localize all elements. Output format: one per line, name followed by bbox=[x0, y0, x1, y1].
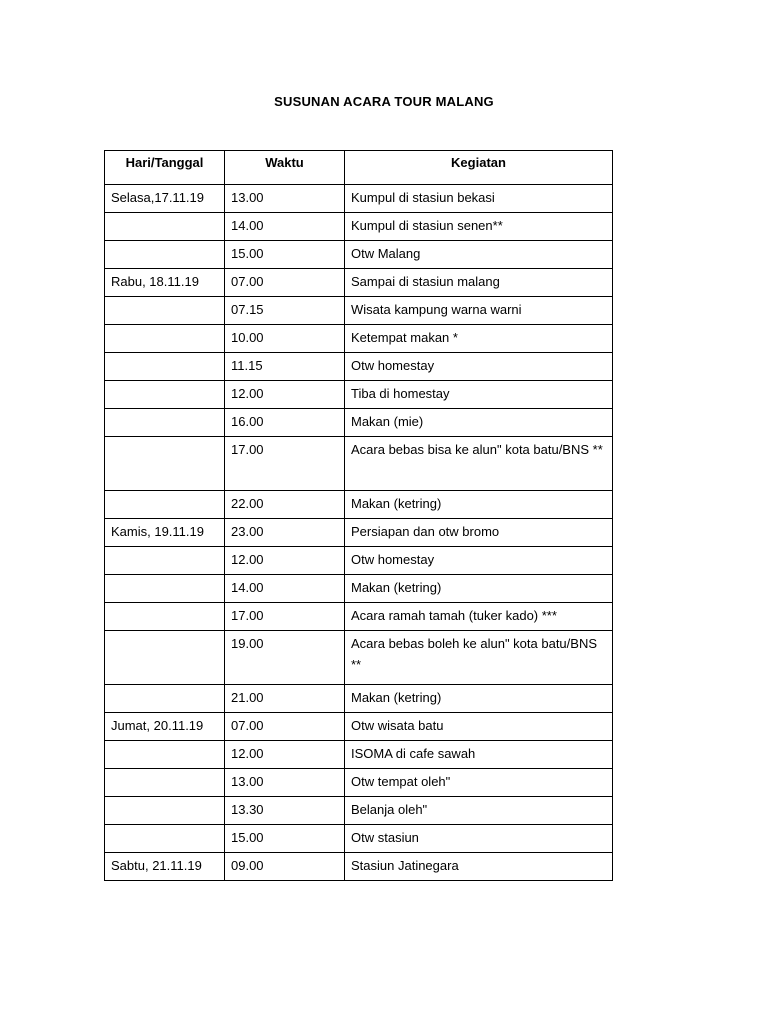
day-cell: Selasa,17.11.19 bbox=[105, 185, 225, 213]
time-cell: 12.00 bbox=[225, 547, 345, 575]
column-header-time: Waktu bbox=[225, 151, 345, 185]
day-cell bbox=[105, 437, 225, 491]
table-row bbox=[105, 325, 613, 353]
day-cell bbox=[105, 741, 225, 769]
activity-cell: Acara bebas bisa ke alun" kota batu/BNS ** bbox=[345, 437, 613, 491]
table-row bbox=[105, 519, 613, 547]
day-cell: Rabu, 18.11.19 bbox=[105, 269, 225, 297]
table-row bbox=[105, 213, 613, 241]
day-cell: Kamis, 19.11.19 bbox=[105, 519, 225, 547]
day-cell: Sabtu, 21.11.19 bbox=[105, 853, 225, 881]
table-row bbox=[105, 769, 613, 797]
table-row bbox=[105, 491, 613, 519]
activity-cell: Makan (mie) bbox=[345, 409, 613, 437]
time-cell: 13.00 bbox=[225, 185, 345, 213]
activity-cell: Otw homestay bbox=[345, 547, 613, 575]
day-cell bbox=[105, 381, 225, 409]
day-cell bbox=[105, 631, 225, 685]
activity-cell: Otw tempat oleh" bbox=[345, 769, 613, 797]
table-row bbox=[105, 547, 613, 575]
time-cell: 19.00 bbox=[225, 631, 345, 685]
day-cell bbox=[105, 547, 225, 575]
time-cell: 07.00 bbox=[225, 269, 345, 297]
table-row bbox=[105, 297, 613, 325]
time-cell: 17.00 bbox=[225, 603, 345, 631]
day-cell: Jumat, 20.11.19 bbox=[105, 713, 225, 741]
time-cell: 12.00 bbox=[225, 741, 345, 769]
day-cell bbox=[105, 297, 225, 325]
table-row bbox=[105, 713, 613, 741]
table-row bbox=[105, 241, 613, 269]
table-row bbox=[105, 381, 613, 409]
table-row bbox=[105, 269, 613, 297]
table-row bbox=[105, 353, 613, 381]
day-cell bbox=[105, 409, 225, 437]
day-cell bbox=[105, 769, 225, 797]
time-cell: 14.00 bbox=[225, 575, 345, 603]
table-row bbox=[105, 409, 613, 437]
schedule-table bbox=[104, 150, 613, 881]
activity-cell: Acara ramah tamah (tuker kado) *** bbox=[345, 603, 613, 631]
time-cell: 14.00 bbox=[225, 213, 345, 241]
activity-cell: Otw homestay bbox=[345, 353, 613, 381]
activity-cell: Ketempat makan * bbox=[345, 325, 613, 353]
time-cell: 07.00 bbox=[225, 713, 345, 741]
activity-cell: Kumpul di stasiun senen** bbox=[345, 213, 613, 241]
time-cell: 17.00 bbox=[225, 437, 345, 491]
day-cell bbox=[105, 575, 225, 603]
table-row bbox=[105, 575, 613, 603]
activity-cell: Makan (ketring) bbox=[345, 685, 613, 713]
table-row bbox=[105, 741, 613, 769]
time-cell: 15.00 bbox=[225, 241, 345, 269]
table-row bbox=[105, 853, 613, 881]
time-cell: 23.00 bbox=[225, 519, 345, 547]
day-cell bbox=[105, 491, 225, 519]
time-cell: 12.00 bbox=[225, 381, 345, 409]
activity-cell: ISOMA di cafe sawah bbox=[345, 741, 613, 769]
day-cell bbox=[105, 325, 225, 353]
table-row bbox=[105, 631, 613, 685]
day-cell bbox=[105, 353, 225, 381]
activity-cell: Stasiun Jatinegara bbox=[345, 853, 613, 881]
table-row bbox=[105, 825, 613, 853]
day-cell bbox=[105, 797, 225, 825]
column-header-day: Hari/Tanggal bbox=[105, 151, 225, 185]
activity-cell: Persiapan dan otw bromo bbox=[345, 519, 613, 547]
day-cell bbox=[105, 241, 225, 269]
time-cell: 09.00 bbox=[225, 853, 345, 881]
table-row bbox=[105, 685, 613, 713]
table-row bbox=[105, 185, 613, 213]
time-cell: 13.30 bbox=[225, 797, 345, 825]
table-row bbox=[105, 603, 613, 631]
activity-cell: Sampai di stasiun malang bbox=[345, 269, 613, 297]
time-cell: 11.15 bbox=[225, 353, 345, 381]
column-header-activity: Kegiatan bbox=[345, 151, 613, 185]
time-cell: 21.00 bbox=[225, 685, 345, 713]
activity-cell: Acara bebas boleh ke alun" kota batu/BNS ** bbox=[345, 631, 613, 685]
time-cell: 07.15 bbox=[225, 297, 345, 325]
activity-cell: Makan (ketring) bbox=[345, 491, 613, 519]
activity-cell: Otw wisata batu bbox=[345, 713, 613, 741]
day-cell bbox=[105, 685, 225, 713]
activity-cell: Belanja oleh" bbox=[345, 797, 613, 825]
time-cell: 10.00 bbox=[225, 325, 345, 353]
activity-cell: Wisata kampung warna warni bbox=[345, 297, 613, 325]
day-cell bbox=[105, 603, 225, 631]
activity-cell: Tiba di homestay bbox=[345, 381, 613, 409]
time-cell: 15.00 bbox=[225, 825, 345, 853]
activity-cell: Makan (ketring) bbox=[345, 575, 613, 603]
activity-cell: Kumpul di stasiun bekasi bbox=[345, 185, 613, 213]
table-row bbox=[105, 437, 613, 491]
time-cell: 22.00 bbox=[225, 491, 345, 519]
day-cell bbox=[105, 825, 225, 853]
table-header-row bbox=[105, 151, 613, 185]
activity-cell: Otw Malang bbox=[345, 241, 613, 269]
table-row bbox=[105, 797, 613, 825]
activity-cell: Otw stasiun bbox=[345, 825, 613, 853]
day-cell bbox=[105, 213, 225, 241]
time-cell: 13.00 bbox=[225, 769, 345, 797]
document-title: SUSUNAN ACARA TOUR MALANG bbox=[274, 94, 494, 109]
time-cell: 16.00 bbox=[225, 409, 345, 437]
